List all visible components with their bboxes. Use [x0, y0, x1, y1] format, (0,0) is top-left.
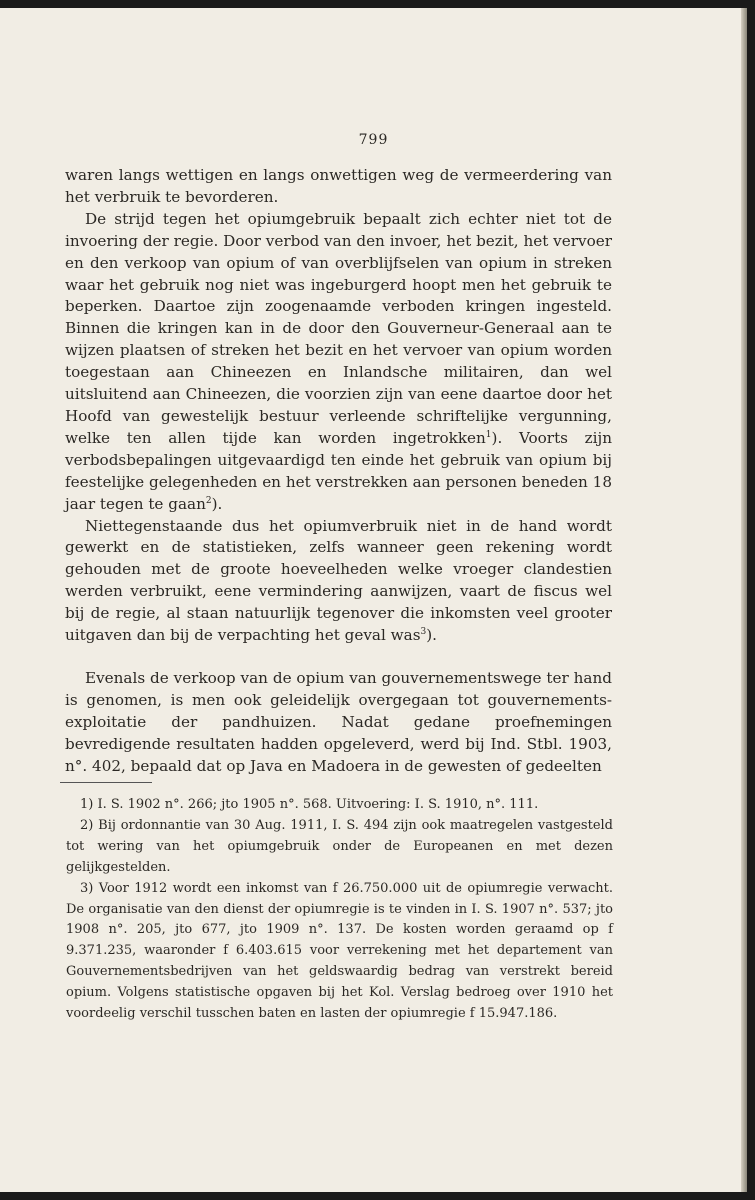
paragraph: De strijd tegen het opiumgebruik bepaalt zich echter niet tot de invoering der regie. Door verbod van den invoer, het bezit, het vervoer en den verkoop van opium of van overblijfselen van opium in streken waar het gebruik nog niet was ingeburgerd hoopt men het gebruik te beperken. Daartoe zijn zoogenaamde verboden kringen ingesteld. Binnen die kringen kan in de door den Gouverneur-Generaal aan te wijzen plaatsen of streken het bezit en het vervoer van opium worden toegestaan aan Chineezen en Inlandsche militairen, dan wel uitsluitend aan Chineezen, die voorzien zijn van eene daartoe door het Hoofd van gewestelijk bestuur verleende schriftelijke vergunning, welke ten allen tijde kan worden ingetrokken$^1$). Voorts zijn verbodsbepalingen uitgevaardigd ten einde het gebruik van opium bij feestelijke gelegenheden en het verstrekken aan personen beneden 18 jaar tegen te gaan$^2$).	[65, 209, 612, 513]
body-text	[65, 165, 612, 777]
page-edge	[741, 8, 747, 1192]
page-number: 799	[358, 132, 389, 148]
book-page	[0, 8, 747, 1192]
paragraph: Evenals de verkoop van de opium van gouvernementswege ter hand is genomen, is men ook geleidelijk overgegaan tot gouvernements-exploitatie der pandhuizen. Nadat gedane proefnemingen bevredigende resultaten hadden opgeleverd, werd bij Ind. Stbl. 1903, n°. 402, bepaald dat op Java en Madoera in de gewesten of gedeelten	[65, 668, 612, 775]
paragraph: Niettegenstaande dus het opiumverbruik niet in de hand wordt gewerkt en de statistieken, zelfs wanneer geen rekening wordt gehouden met de groote hoeveelheden welke vroeger clandestien werden verbruikt, eene vermindering aanwijzen, vaart de fiscus wel bij de regie, al staan natuurlijk tegenover die inkomsten veel grooter uitgaven dan bij de verpachting het geval was$^3$).	[65, 516, 612, 645]
footnote-ref[interactable]: 1	[485, 429, 492, 440]
footnotes	[66, 795, 613, 1025]
footnote: 2) Bij ordonnantie van 30 Aug. 1911, I. S. 494 zijn ook maatregelen vastgesteld tot wering van het opiumgebruik onder de Europeanen en met dezen gelijkgestelden.	[66, 817, 613, 875]
footnote: 1) I. S. 1902 n°. 266; jto 1905 n°. 568. Uitvoering: I. S. 1910, n°. 111.	[80, 797, 539, 812]
footnote-divider	[60, 782, 152, 783]
paragraph: waren langs wettigen en langs onwettigen weg de vermeerdering van het verbruik te bevorderen.	[65, 166, 612, 206]
footnote-ref[interactable]: 2	[205, 495, 212, 506]
footnote: 3) Voor 1912 wordt een inkomst van f 26.750.000 uit de opiumregie verwacht. De organisatie van den dienst der opiumregie is te vinden in I. S. 1907 n°. 537; jto 1908 n°. 205, jto 677, jto 1909 n°. 137. De kosten worden geraamd op f 9.371.235, waaronder f 6.403.615 voor verrekening met het departement van Gouvernementsbedrijven van het geldswaardig bedrag van verstrekt bereid opium. Volgens statistische opgaven bij het Kol. Verslag bedroeg over 1910 het voordeelig verschil tusschen baten en lasten der opiumregie f 15.947.186.	[66, 880, 613, 1022]
footnote-ref[interactable]: 3	[420, 626, 427, 637]
